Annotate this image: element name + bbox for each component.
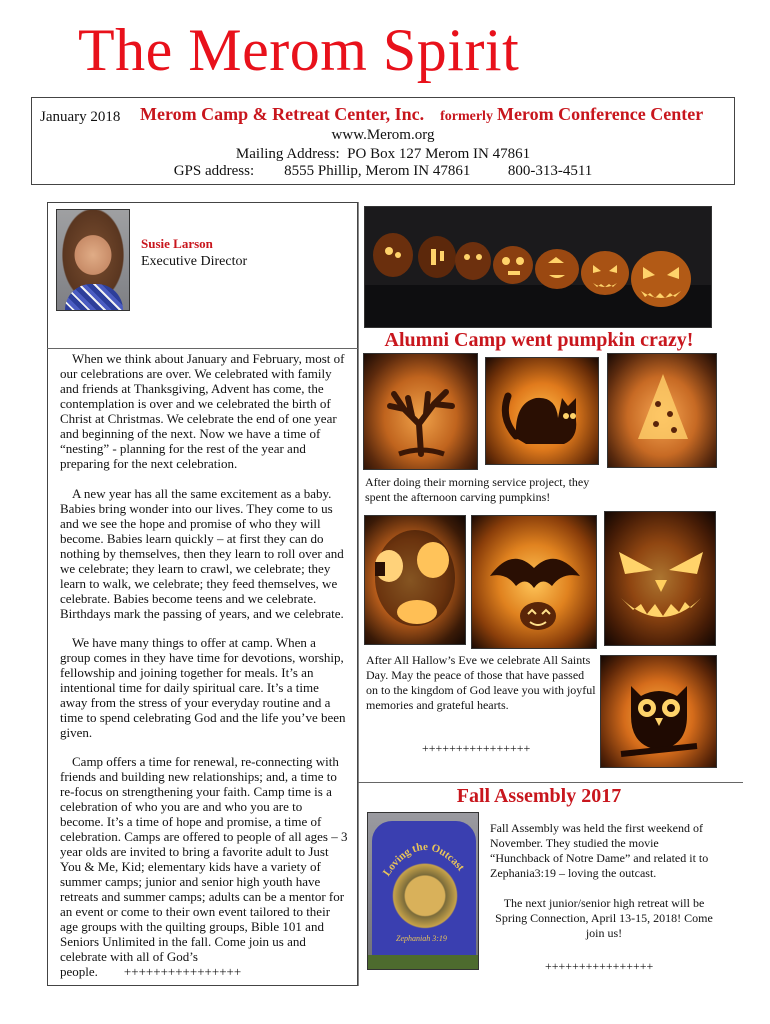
org-name: Merom Camp & Retreat Center, Inc. bbox=[140, 104, 425, 124]
divider bbox=[47, 348, 358, 349]
column-divider bbox=[358, 202, 359, 986]
letter-paragraph-3: We have many things to offer at camp. When a group comes in they have time for devotions, worship, fellowship and joining together for meals. It’s an intentional time for daily spiritual care. It’s a time away from the stress of your everyday routine and a time to spend celebrating God and the life you’ve been given. bbox=[60, 635, 346, 740]
issue-date: January 2018 bbox=[40, 109, 121, 125]
pumpkin-tree-lights-photo bbox=[607, 353, 717, 468]
pumpkin-owl-photo bbox=[600, 655, 717, 768]
spring-connection-paragraph: The next junior/senior high retreat will be Spring Connection, April 13-15, 2018! Come join us! bbox=[495, 896, 713, 940]
masthead-title: The Merom Spirit bbox=[78, 17, 520, 83]
pumpkin-cat-photo bbox=[485, 357, 599, 465]
letter-paragraph-4-text: Camp offers a time for renewal, re-connecting with friends and building new relationships; and, a time to re-focus on strengthening your faith. Camp time is a celebration of who you are and who you are to become. It’s a time of hope and promise, a time of celebration. Camps are offered to people of all ages – 3 year olds are invited to bring a favorite adult to Just You & Me, Kid; elementary kids have a variety of summer camps; junior and senior high youth have retreats and summer camps; adults can be a mentor for an event or come to their own event tailored to their age groups with the quilting groups, Bible 101 and Seniors Unlimited in the fall. Come join us and celebrate with all of God’s people. bbox=[60, 754, 348, 979]
director-name: Susie Larson bbox=[141, 236, 213, 251]
svg-text:Loving the Outcast bbox=[381, 841, 467, 879]
alumni-headline: Alumni Camp went pumpkin crazy! bbox=[384, 329, 694, 351]
formerly-label: formerly bbox=[440, 109, 493, 124]
letter-paragraph-4 bbox=[60, 754, 348, 979]
fall-assembly-paragraph: Fall Assembly was held the first weekend of November. They studied the movie “Hunchback of Notre Dame” and related it to Zephania3:19 – loving the outcast. bbox=[490, 821, 709, 880]
director-title: Executive Director bbox=[141, 254, 248, 269]
photo-caption-all-saints: After All Hallow’s Eve we celebrate All Saints Day. May the peace of those that have passed on to the kingdom of God leave you with joyful memories and grateful hearts. bbox=[366, 653, 596, 712]
separator: ++++++++++++++++ bbox=[545, 959, 654, 973]
fall-assembly-headline: Fall Assembly 2017 bbox=[456, 785, 622, 807]
website-link[interactable]: www.Merom.org bbox=[331, 127, 435, 143]
shirt-reference: Zephaniah 3:19 bbox=[396, 934, 447, 943]
organization-line bbox=[140, 104, 720, 125]
separator: ++++++++++++++++ bbox=[123, 964, 242, 979]
director-photo bbox=[56, 209, 130, 311]
photo-caption-carving: After doing their morning service project, they spent the afternoon carving pumpkins! bbox=[365, 475, 590, 504]
pumpkin-bat-photo bbox=[471, 515, 597, 649]
gps-address: GPS address: 8555 Phillip, Merom IN 47861 800-313-4511 bbox=[173, 163, 593, 179]
mailing-address: Mailing Address: PO Box 127 Merom IN 47861 bbox=[235, 146, 531, 162]
tshirt-photo bbox=[367, 812, 479, 970]
pumpkin-dog-photo bbox=[364, 515, 466, 645]
letter-paragraph-2: A new year has all the same excitement as a baby. Babies bring wonder into our lives. They come to us and we see the hope and promise of who they will become. Babies learn quickly – at first they can do nothing by themselves, then they learn to roll over and we celebrate; they learn to crawl, we celebrate; they learn to walk, we celebrate; they feed themselves, we celebrate. Babies become teens and we celebrate. Birthdays mark the passing of years, and we celebrate. bbox=[60, 486, 344, 621]
pumpkin-face-photo bbox=[604, 511, 716, 646]
separator: ++++++++++++++++ bbox=[422, 741, 531, 755]
shirt-slogan: Loving the Outcast bbox=[380, 840, 467, 879]
pumpkin-row-photo bbox=[364, 206, 712, 328]
divider bbox=[358, 782, 743, 783]
pumpkin-tree-photo bbox=[363, 353, 478, 470]
former-name: Merom Conference Center bbox=[496, 104, 704, 124]
letter-paragraph-1: When we think about January and February, most of our celebrations are over. We celebrated with family and friends at Thanksgiving, Advent has come, the contemplation is over and we celebrated the birth of Christ at Christmas. We celebrate the end of one year and beginning of the next. Now we have a time of “nesting” - planning for the rest of the year and preparing for the next celebration. bbox=[60, 351, 345, 471]
